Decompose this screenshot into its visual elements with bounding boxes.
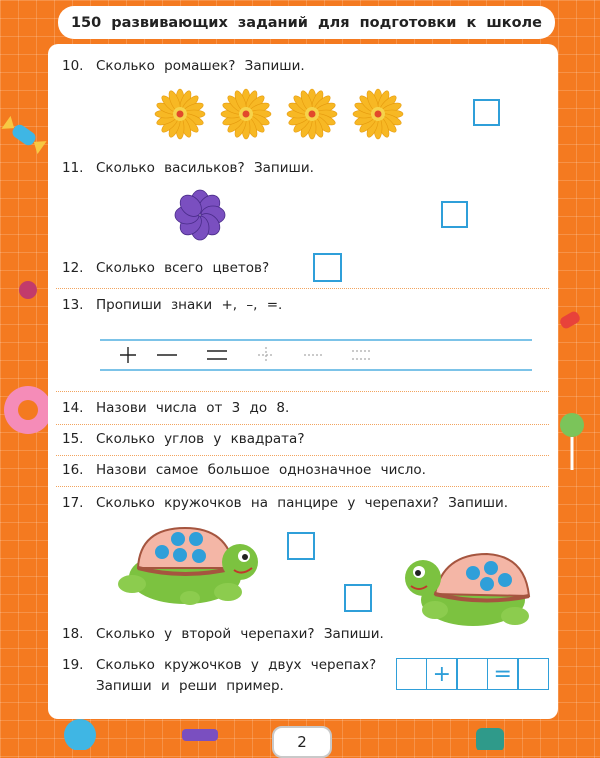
task-10 xyxy=(62,56,305,77)
task-number: 11. xyxy=(62,160,84,176)
cornflower-icon xyxy=(175,190,225,240)
answer-box-task-17[interactable] xyxy=(287,532,315,560)
equals-sign-traced xyxy=(352,351,372,359)
equals-sign-solid xyxy=(207,351,227,359)
daisy-group xyxy=(152,86,412,146)
task-text: Сколько кружочков у двух черепах? xyxy=(96,657,377,673)
divider xyxy=(56,391,549,392)
task-number: 18. xyxy=(62,626,84,642)
task-16 xyxy=(62,460,426,481)
task-text: Назови числа от 3 до 8. xyxy=(96,400,290,416)
turtle-illustration-right xyxy=(405,548,545,638)
daisy-icon xyxy=(155,89,205,139)
number-eight-icon xyxy=(64,719,96,750)
task-number: 17. xyxy=(62,495,84,511)
task-text: Сколько васильков? Запиши. xyxy=(96,160,314,176)
ribbon-icon xyxy=(182,729,218,741)
daisy-icon xyxy=(221,89,271,139)
lollipop-icon xyxy=(560,413,584,470)
task-11 xyxy=(62,158,314,179)
task-number: 10. xyxy=(62,58,84,74)
task-18 xyxy=(62,624,384,645)
cornflower-group xyxy=(172,187,392,243)
answer-box-task-12[interactable] xyxy=(313,253,342,282)
page-number xyxy=(272,726,332,758)
task-number: 12. xyxy=(62,260,84,276)
answer-box-task-10[interactable] xyxy=(473,99,500,126)
daisy-icon xyxy=(353,89,403,139)
plus-sign-solid xyxy=(120,347,136,363)
task-number: 14. xyxy=(62,400,84,416)
writing-grid[interactable] xyxy=(100,330,532,380)
candy-icon xyxy=(558,310,581,330)
task-text: Назови самое большое однозначное число. xyxy=(96,462,426,478)
number-three-icon xyxy=(476,728,504,750)
task-number: 16. xyxy=(62,462,84,478)
page-number-text: 2 xyxy=(297,733,307,751)
equation-boxes xyxy=(397,658,549,690)
task-19 xyxy=(62,655,376,697)
task-text: Сколько кружочков на панцире у черепахи? Запиши. xyxy=(96,495,509,511)
task-17 xyxy=(62,493,508,514)
page-header xyxy=(58,6,555,39)
turtle-illustration-left xyxy=(110,522,260,612)
task-15 xyxy=(62,429,305,450)
task-number: 15. xyxy=(62,431,84,447)
equation-cell[interactable] xyxy=(517,658,549,690)
task-text: Сколько всего цветов? xyxy=(96,260,270,276)
divider xyxy=(56,486,549,487)
task-text-line2: Запиши и реши пример. xyxy=(96,678,284,694)
equation-cell-equals: = xyxy=(487,658,519,690)
task-12 xyxy=(62,258,269,279)
answer-box-task-18[interactable] xyxy=(344,584,372,612)
equation-cell[interactable] xyxy=(396,658,428,690)
task-text: Сколько у второй черепахи? Запиши. xyxy=(96,626,384,642)
answer-box-task-11[interactable] xyxy=(441,201,468,228)
equation-cell[interactable] xyxy=(456,658,488,690)
divider xyxy=(56,455,549,456)
task-number: 13. xyxy=(62,297,84,313)
divider xyxy=(56,424,549,425)
equation-cell-plus: + xyxy=(426,658,458,690)
task-text: Сколько ромашек? Запиши. xyxy=(96,58,305,74)
header-title: 150 развивающих заданий для подготовки к школе xyxy=(70,14,543,31)
number-nine-icon xyxy=(4,386,52,434)
candy-icon xyxy=(1,116,46,154)
candy-icon xyxy=(19,281,37,299)
task-13 xyxy=(62,295,282,316)
daisy-icon xyxy=(287,89,337,139)
plus-sign-traced xyxy=(258,347,274,363)
task-14 xyxy=(62,398,289,419)
task-text: Сколько углов у квадрата? xyxy=(96,431,305,447)
divider xyxy=(56,288,549,289)
task-text: Пропиши знаки +, –, =. xyxy=(96,297,283,313)
task-number: 19. xyxy=(62,657,84,673)
